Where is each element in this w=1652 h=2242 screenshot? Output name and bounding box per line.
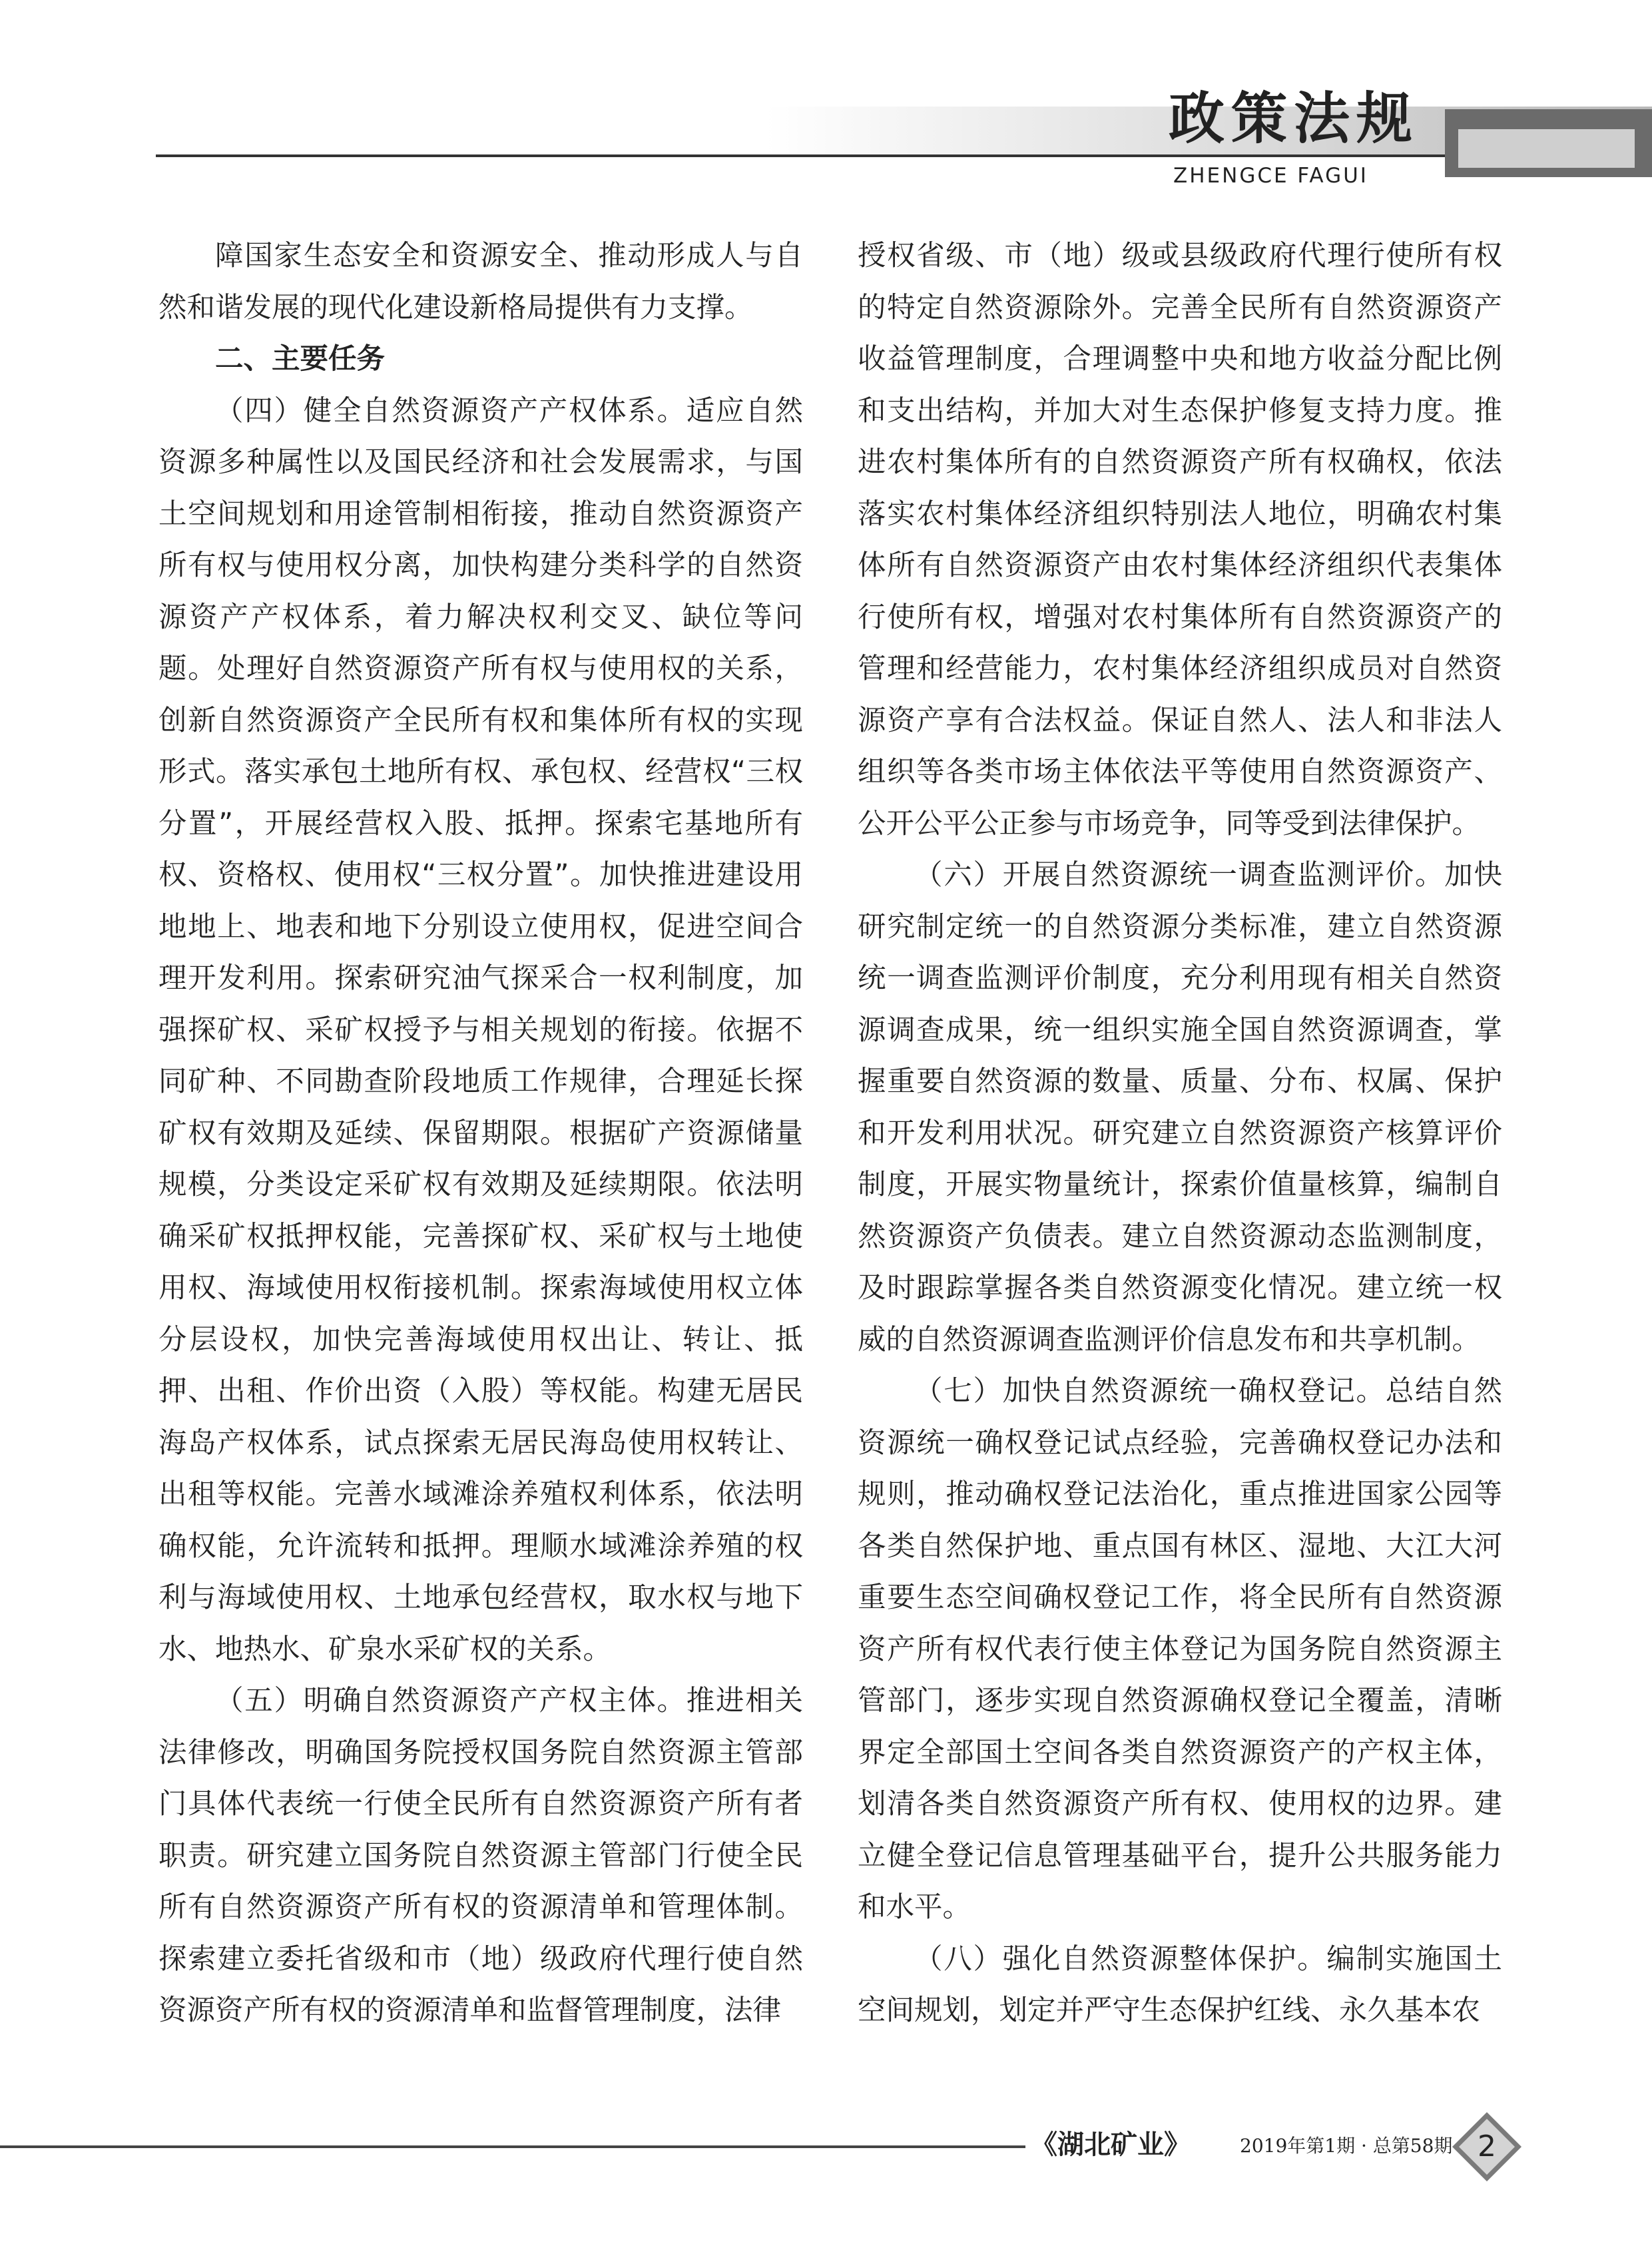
paragraph-item-8: （八）强化自然资源整体保护。编制实施国土空间规划，划定并严守生态保护红线、永久基本农 [858, 1942, 1502, 2027]
paragraph-item-6: （六）开展自然资源统一调查监测评价。加快研究制定统一的自然资源分类标准，建立自然资源统一调查监测评价制度，充分利用现有相关自然资源调查成果，统一组织实施全国自然资源调查，掌握重要自然资源的数量、质量、分布、权属、保护和开发利用状况。研究建立自然资源资产核算评价制度，开展实物量统计，探索价值量核算，编制自然资源资产负债表。建立自然资源动态监测制度，及时跟踪掌握各类自然资源变化情况。建立统一权威的自然资源调查监测评价信息发布和共享机制。 [858, 859, 1502, 1356]
paragraph-item-5-continued: 授权省级、市（地）级或县级政府代理行使所有权的特定自然资源除外。完善全民所有自然资源资产收益管理制度，合理调整中央和地方收益分配比例和支出结构，并加大对生态保护修复支持力度。推进农村集体所有的自然资源资产所有权确权，依法落实农村集体经济组织特别法人地位，明确农村集体所有自然资源资产由农村集体经济组织代表集体行使所有权，增强对农村集体所有自然资源资产的管理和经营能力，农村集体经济组织成员对自然资源资产享有合法权益。保证自然人、法人和非法人组织等各类市场主体依法平等使用自然资源资产、公开公平公正参与市场竞争，同等受到法律保护。 [858, 240, 1502, 840]
section-heading-main-tasks: 二、主要任务 [215, 343, 386, 376]
paragraph-intro-continued: 障国家生态安全和资源安全、推动形成人与自然和谐发展的现代化建设新格局提供有力支撑。 [158, 240, 803, 324]
header-rule [156, 154, 1448, 157]
footer-rule [0, 2145, 1025, 2148]
paragraph-item-4: （四）健全自然资源资产产权体系。适应自然资源多种属性以及国民经济和社会发展需求，与国土空间规划和用途管制相衔接，推动自然资源资产所有权与使用权分离，加快构建分类科学的自然资源资产产权体系，着力解决权利交叉、缺位等问题。处理好自然资源资产所有权与使用权的关系，创新自然资源资产全民所有权和集体所有权的实现形式。落实承包土地所有权、承包权、经营权“三权分置”，开展经营权入股、抵押。探索宅基地所有权、资格权、使用权“三权分置”。加快推进建设用地地上、地表和地下分别设立使用权，促进空间合理开发利用。探索研究油气探采合一权利制度，加强探矿权、采矿权授予与相关规划的衔接。依据不同矿种、不同勘查阶段地质工作规律，合理延长探矿权有效期及延续、保留期限。根据矿产资源储量规模，分类设定采矿权有效期及延续期限。依法明确采矿权抵押权能，完善探矿权、采矿权与土地使用权、海域使用权衔接机制。探索海域使用权立体分层设权，加快完善海域使用权出让、转让、抵押、出租、作价出资（入股）等权能。构建无居民海岛产权体系，试点探索无居民海岛使用权转让、出租等权能。完善水域滩涂养殖权利体系，依法明确权能，允许流转和抵押。理顺水域滩涂养殖的权利与海域使用权、土地承包经营权，取水权与地下水、地热水、矿泉水采矿权的关系。 [158, 394, 803, 1666]
paragraph-item-7: （七）加快自然资源统一确权登记。总结自然资源统一确权登记试点经验，完善确权登记办法和规则，推动确权登记法治化，重点推进国家公园等各类自然保护地、重点国有林区、湿地、大江大河重要生态空间确权登记工作，将全民所有自然资源资产所有权代表行使主体登记为国务院自然资源主管部门，逐步实现自然资源确权登记全覆盖，清晰界定全部国土空间各类自然资源资产的产权主体，划清各类自然资源资产所有权、使用权的边界。建立健全登记信息管理基础平台，提升公共服务能力和水平。 [858, 1375, 1502, 1924]
right-column [858, 230, 1502, 2037]
section-subtitle: ZHENGCE FAGUI [1173, 164, 1368, 188]
section-title: 政策法规 [1169, 85, 1420, 151]
page-number: 2 [1478, 2129, 1496, 2163]
issue-info: 2019年第1期 · 总第58期 [1240, 2135, 1453, 2157]
left-column [158, 230, 803, 2037]
paragraph-item-5: （五）明确自然资源资产产权主体。推进相关法律修改，明确国务院授权国务院自然资源主管部门具体代表统一行使全民所有自然资源资产所有者职责。研究建立国务院自然资源主管部门行使全民所有自然资源资产所有权的资源清单和管理体制。探索建立委托省级和市（地）级政府代理行使自然资源资产所有权的资源清单和监督管理制度，法律 [158, 1685, 803, 2027]
journal-name: 《湖北矿业》 [1031, 2129, 1191, 2160]
header-corner-block-inner [1458, 129, 1635, 168]
